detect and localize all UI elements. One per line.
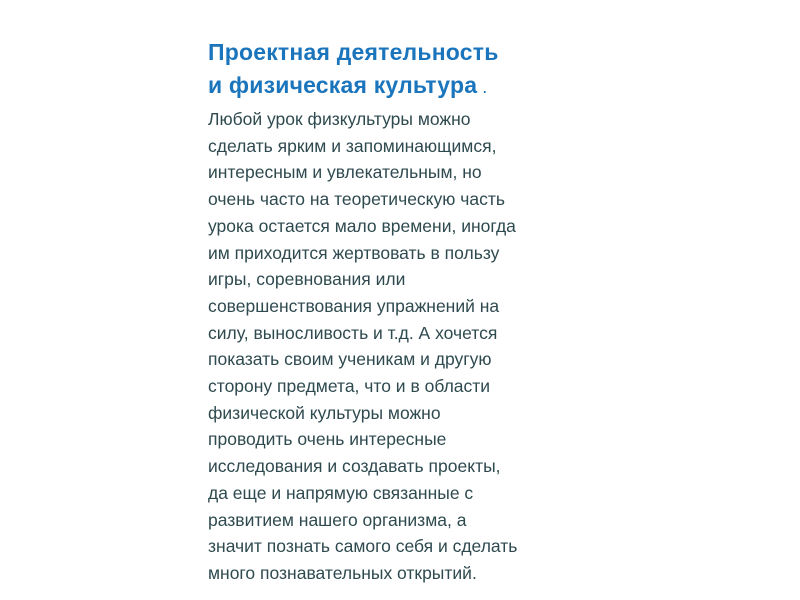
body-line: физической культуры можно	[208, 402, 441, 423]
title-line-2	[208, 69, 608, 104]
body-line: сделать ярким и запоминающимся,	[208, 135, 497, 156]
body-line: много познавательных открытий.	[208, 562, 477, 583]
body-line: проводить очень интересные	[208, 429, 447, 450]
slide-title	[208, 36, 608, 104]
body-line: урока остается мало времени, иногда	[208, 215, 516, 236]
body-line: совершенствования упражнений на	[208, 295, 500, 316]
body-line: да еще и напрямую связанные с	[208, 482, 474, 503]
body-line: показать своим ученикам и другую	[208, 349, 492, 370]
body-line: интересным и увлекательным, но	[208, 162, 482, 183]
body-line: сторону предмета, что и в области	[208, 376, 491, 397]
slide-content	[208, 36, 608, 587]
body-line: им приходится жертвовать в пользу	[208, 242, 500, 263]
body-line: очень часто на теоретическую часть	[208, 189, 505, 210]
body-line: развитием нашего организма, а	[208, 509, 467, 530]
title-line-1: Проектная деятельность	[208, 39, 499, 65]
body-line: Любой урок физкультуры можно	[208, 109, 471, 129]
body-line: исследования и создавать проекты,	[208, 456, 501, 477]
body-line: силу, выносливость и т.д. А хочется	[208, 322, 498, 343]
body-paragraph	[208, 106, 608, 587]
body-line: игры, соревнования или	[208, 269, 406, 290]
title-suffix: .	[477, 77, 488, 97]
title-line-2-text: и физическая культура	[208, 72, 478, 98]
body-line: значит познать самого себя и сделать	[208, 536, 518, 557]
